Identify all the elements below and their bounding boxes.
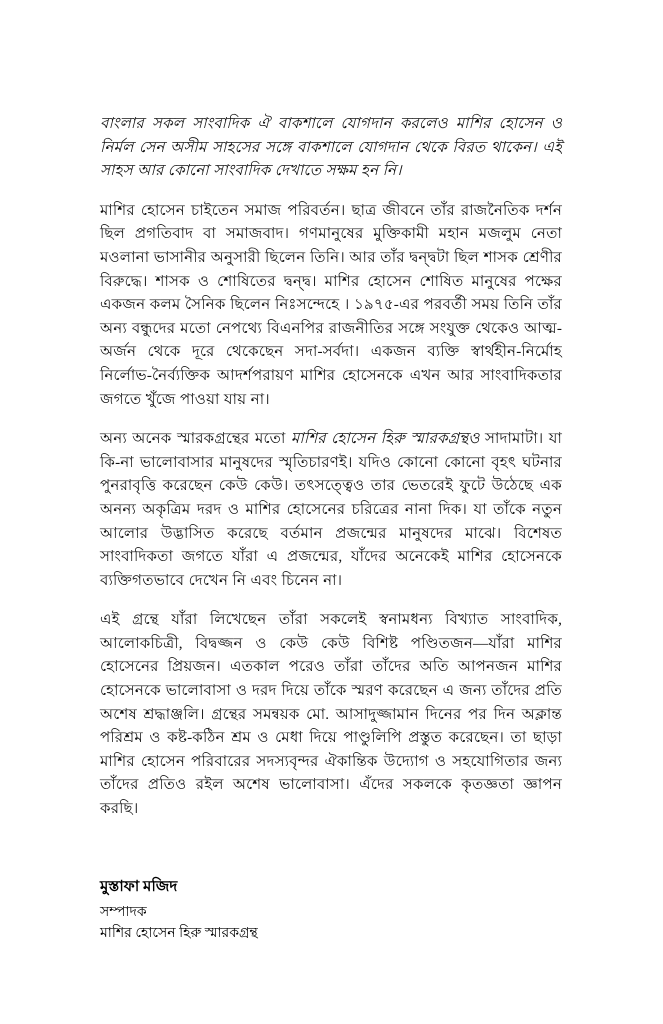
signature-block xyxy=(100,876,562,944)
paragraph-4: এই গ্রন্থে যাঁরা লিখেছেন তাঁরা সকলেই স্বনামধন্য বিখ্যাত সাংবাদিক, আলোকচিত্রী, বিদ্বজ্জন ও কেউ কেউ বিশিষ্ট পণ্ডিতজন—যাঁরা মাশির হোসেনের প্রিয়জন। এতকাল পরেও তাঁরা তাঁদের অতি আপনজন মাশির হোসেনকে ভালোবাসা ও দরদ দিয়ে তাঁকে স্মরণ করেছেন এ জন্য তাঁদের প্রতি অশেষ শ্রদ্ধাঞ্জলি। গ্রন্থের সমন্বয়ক মো. আসাদুজ্জামান দিনের পর দিন অক্লান্ত পরিশ্রম ও কষ্ট-কঠিন শ্রম ও মেধা দিয়ে পাণ্ডুলিপি প্রস্তুত করেছেন। তা ছাড়া মাশির হোসেন পরিবারের সদস্যবৃন্দর ঐকান্তিক উদ্যোগ ও সহযোগিতার জন্য তাঁদের প্রতিও রইল অশেষ ভালোবাসা। এঁদের সকলকে কৃতজ্ঞতা জ্ঞাপন করছি। xyxy=(100,611,562,818)
paragraph-3 xyxy=(100,427,562,592)
signature-name: মুস্তাফা মজিদ xyxy=(100,878,178,895)
paragraph-3-text-before: অন্য অনেক স্মারকগ্রন্থের মতো xyxy=(100,430,291,448)
signature-book-title: মাশির হোসেন হিরু স্মারকগ্রন্থ xyxy=(100,926,258,941)
signature-role: সম্পাদক xyxy=(100,905,147,920)
paragraph-3-book-title-italic: মাশির হোসেন হিরু স্মারকগ্রন্থও xyxy=(290,430,480,448)
paragraph-1: বাংলার সকল সাংবাদিক ঐ বাকশালে যোগদান করলেও মাশির হোসেন ও নির্মল সেন অসীম সাহসের সঙ্গে বাকশালে যোগদান থেকে বিরত থাকেন। এই সাহস আর কোনো সাংবাদিক দেখাতে সক্ষম হন নি। xyxy=(100,115,562,180)
paragraph-2: মাশির হোসেন চাইতেন সমাজ পরিবর্তন। ছাত্র জীবনে তাঁর রাজনৈতিক দর্শন ছিল প্রগতিবাদ বা সমাজবাদ। গণমানুষের মুক্তিকামী মহান মজলুম নেতা মওলানা ভাসানীর অনুসারী ছিলেন তিনি। আর তাঁর দ্বন্দ্বটা ছিল শাসক শ্রেণীর বিরুদ্ধে। শাসক ও শোষিতের দ্বন্দ্ব। মাশির হোসেন শোষিত মানুষের পক্ষের একজন কলম সৈনিক ছিলেন নিঃসন্দেহে । ১৯৭৫-এর পরবর্তী সময় তিনি তাঁর অন্য বন্ধুদের মতো নেপথ্যে বিএনপির রাজনীতির সঙ্গে সংযুক্ত থেকেও আত্ম-অর্জন থেকে দূরে থেকেছেন সদা-সর্বদা। একজন ব্যক্তি স্বার্থহীন-নির্মোহ নির্লোভ-নৈর্ব্যক্তিক আদর্শপরায়ণ মাশির হোসেনকে এখন আর সাংবাদিকতার জগতে খুঁজে পাওয়া যায় না। xyxy=(100,201,562,408)
body-text-block xyxy=(100,112,562,821)
paragraph-3-text-after: সাদামাটা। যা কি-না ভালোবাসার মানুষদের স্মৃতিচারণই। যদিও কোনো কোনো বৃহৎ ঘটনার পুনরাবৃত্তি করেছেন কেউ কেউ। তৎসত্ত্বেও তার ভেতরেই ফুটে উঠেছে এক অনন্য অকৃত্রিম দরদ ও মাশির হোসেনের চরিত্রের নানা দিক। যা তাঁকে নতুন আলোর উদ্ভাসিত করেছে বর্তমান প্রজন্মের মানুষদের মাঝে। বিশেষত সাংবাদিকতা জগতে যাঁরা এ প্রজন্মের, যাঁদের অনেকেই মাশির হোসেনকে ব্যক্তিগতভাবে দেখেন নি এবং চিনেন না। xyxy=(100,430,562,589)
